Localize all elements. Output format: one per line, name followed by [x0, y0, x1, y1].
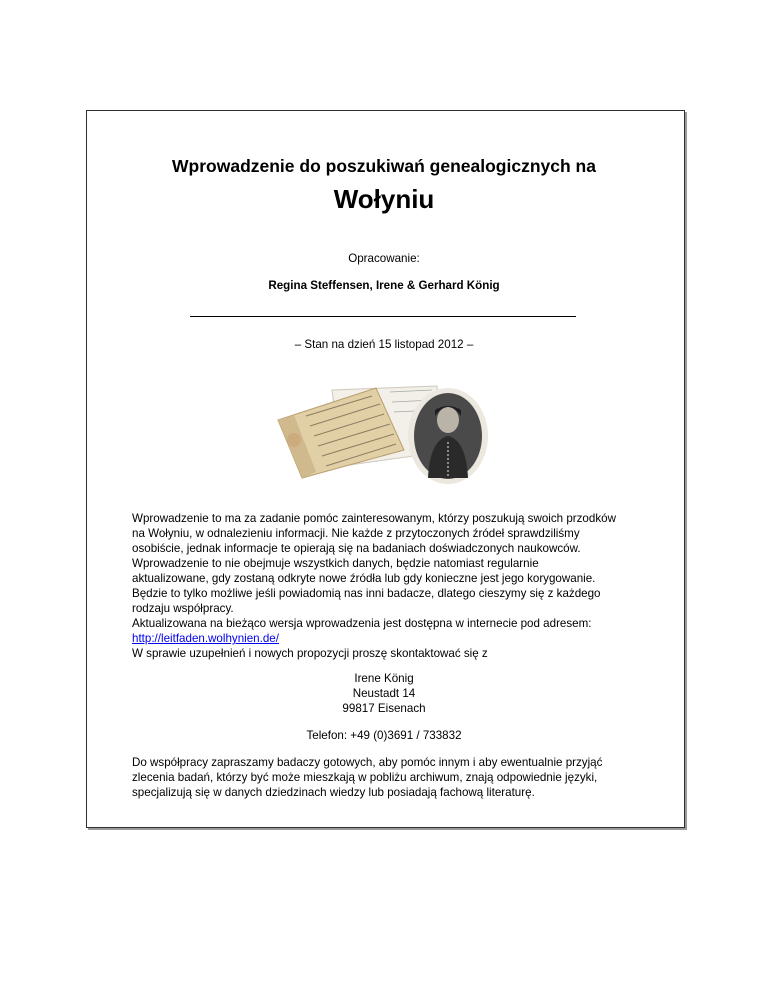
- prepared-by-label: Opracowanie:: [348, 252, 420, 265]
- address-city: 99817 Eisenach: [342, 702, 426, 715]
- intro-line: Wprowadzenie to ma za zadanie pomóc zainteresowanym, którzy poszukują swoich przodków: [132, 512, 616, 525]
- intro-line: osobiście, jednak informacje te opierają się na badaniach doświadczonych naukowców.: [132, 542, 581, 555]
- address-street: Neustadt 14: [352, 687, 416, 700]
- outro-line: Do współpracy zapraszamy badaczy gotowych, aby pomóc innym i aby ewentualnie przyjąć: [132, 756, 603, 769]
- authors: Regina Steffensen, Irene & Gerhard König: [268, 279, 500, 292]
- intro-line: na Wołyniu, w odnalezieniu informacji. Nie każde z przytoczonych źródeł sprawdziliśmy: [132, 527, 580, 540]
- portrait-photo: [408, 388, 488, 484]
- intro-line: Będzie to tylko możliwe jeśli powiadomią nas inni badacze, dlatego cieszymy się z każdego: [132, 587, 601, 600]
- outro-line: specjalizują się w danych dziedzinach wiedzy lub posiadają fachową literaturę.: [132, 786, 535, 799]
- separator-line: [190, 316, 576, 317]
- intro-line: Aktualizowana na bieżąco wersja wprowadzenia jest dostępna w internecie pod adresem:: [132, 617, 592, 630]
- intro-paragraph: [132, 511, 652, 661]
- intro-line: aktualizowane, gdy zostaną odkryte nowe źródła lub gdy konieczne jest jego korygowanie.: [132, 572, 596, 585]
- archival-documents-photo: [272, 380, 496, 488]
- phone-number: Telefon: +49 (0)3691 / 733832: [306, 729, 462, 742]
- intro-line: rodzaju współpracy.: [132, 602, 234, 615]
- outro-line: zlecenia badań, którzy być może mieszkają w pobliżu archiwum, znają odpowiednie języki,: [132, 771, 598, 784]
- contact-line: W sprawie uzupełnień i nowych propozycji proszę skontaktować się z: [132, 647, 488, 660]
- intro-line: Wprowadzenie to nie obejmuje wszystkich danych, będzie natomiast regularnie: [132, 557, 539, 570]
- status-date: – Stan na dzień 15 listopad 2012 –: [294, 338, 474, 351]
- address-name: Irene König: [354, 672, 414, 685]
- outro-paragraph: [132, 755, 652, 800]
- title-line-2: Wołyniu: [333, 184, 435, 214]
- website-link[interactable]: http://leitfaden.wolhynien.de/: [132, 632, 279, 645]
- title-line-1: Wprowadzenie do poszukiwań genealogicznych na: [172, 156, 596, 176]
